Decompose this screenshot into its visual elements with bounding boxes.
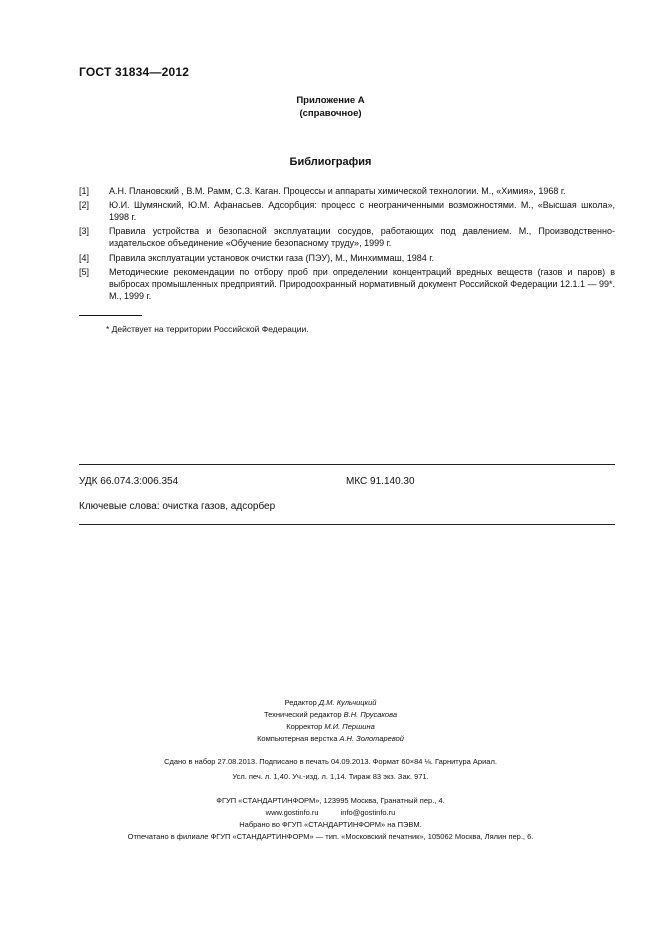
bibliography-item-text: А.Н. Плановский , В.М. Рамм, С.З. Каган. Процессы и аппараты химической технологии. М., «Химия», 1968 г. [109, 186, 566, 196]
imprint-tech-editor [0, 709, 661, 721]
udk-code: УДК 66.074.3:006.354 [79, 476, 179, 487]
layout-name: А.Н. Золотаревой [339, 734, 404, 743]
keywords: Ключевые слова: очистка газов, адсорбер [79, 501, 276, 512]
bibliography-item-number: [2] [79, 200, 90, 210]
tech-editor-label: Технический редактор [263, 710, 344, 719]
appendix-subtitle: (справочное) [299, 108, 362, 119]
print-info-line-2: Усл. печ. л. 1,40. Уч.-изд. л. 1,14. Тираж 83 экз. Зак. 971. [232, 772, 429, 781]
bibliography-item-text: Методические рекомендации по отбору проб при определении концентраций вредных веществ (газов и паров) в выбросах промышленных предприятий. Природоохранный нормативный документ Российской Федерации 12.1.1 — 99*. М., 1999 г. [109, 267, 615, 301]
layout-label: Компьютерная верстка [257, 734, 340, 743]
mks-code: МКС 91.140.30 [346, 476, 415, 487]
print-info-line-1: Сдано в набор 27.08.2013. Подписано в печать 04.09.2013. Формат 60×84 ⅛. Гарнитура Ариал. [164, 757, 497, 766]
bibliography-item-number: [4] [79, 253, 90, 263]
corrector-label: Корректор [286, 722, 325, 731]
bibliography-item-number: [5] [79, 267, 90, 277]
imprint-layout [0, 733, 661, 745]
bibliography-item [79, 199, 615, 223]
editor-label: Редактор [284, 698, 319, 707]
typeset-note: Набрано во ФГУП «СТАНДАРТИНФОРМ» на ПЭВМ. [239, 820, 422, 829]
standard-id: ГОСТ 31834—2012 [79, 65, 190, 79]
bibliography-item-number: [3] [79, 226, 90, 236]
bibliography-item-number: [1] [79, 186, 90, 196]
bibliography-item-text: Правила эксплуатации установок очистки газа (ПЭУ), М., Минхиммаш, 1984 г. [109, 253, 434, 263]
bibliography-title: Библиография [289, 156, 372, 168]
footnote: * Действует на территории Российской Федерации. [106, 324, 309, 334]
publisher-address: ФГУП «СТАНДАРТИНФОРМ», 123995 Москва, Гранатный пер., 4. [216, 796, 445, 805]
bibliography-item-text: Правила устройства и безопасной эксплуатации сосудов, работающих под давлением. М., Производственно-издательское объединение «Обучение безопасному труду», 1999 г. [109, 226, 615, 248]
bibliography-item [79, 252, 615, 264]
appendix-title: Приложение А [296, 95, 365, 106]
divider-top [79, 464, 615, 465]
printed-note: Отпечатано в филиале ФГУП «СТАНДАРТИНФОРМ» — тип. «Московский печатник», 105062 Москва, Лялин пер., 6. [127, 832, 534, 841]
publisher-email: info@gostinfo.ru [340, 808, 396, 817]
tech-editor-name: В.Н. Прусакова [343, 710, 398, 719]
bibliography-item [79, 266, 615, 302]
imprint-editor [0, 697, 661, 709]
editor-name: Д.М. Кульчицкий [318, 698, 377, 707]
corrector-name: М.И. Першина [324, 722, 375, 731]
bibliography-item [79, 185, 615, 197]
publisher-contacts [0, 807, 661, 819]
imprint-corrector [0, 721, 661, 733]
divider-bottom [79, 524, 615, 525]
footnote-divider [79, 315, 142, 316]
bibliography-item-text: Ю.И. Шумянский, Ю.М. Афанасьев. Адсорбция: процесс с неограниченными возможностями. М., «Высшая школа», 1998 г. [109, 200, 615, 222]
bibliography-item [79, 225, 615, 249]
publisher-site: www.gostinfo.ru [265, 808, 319, 817]
